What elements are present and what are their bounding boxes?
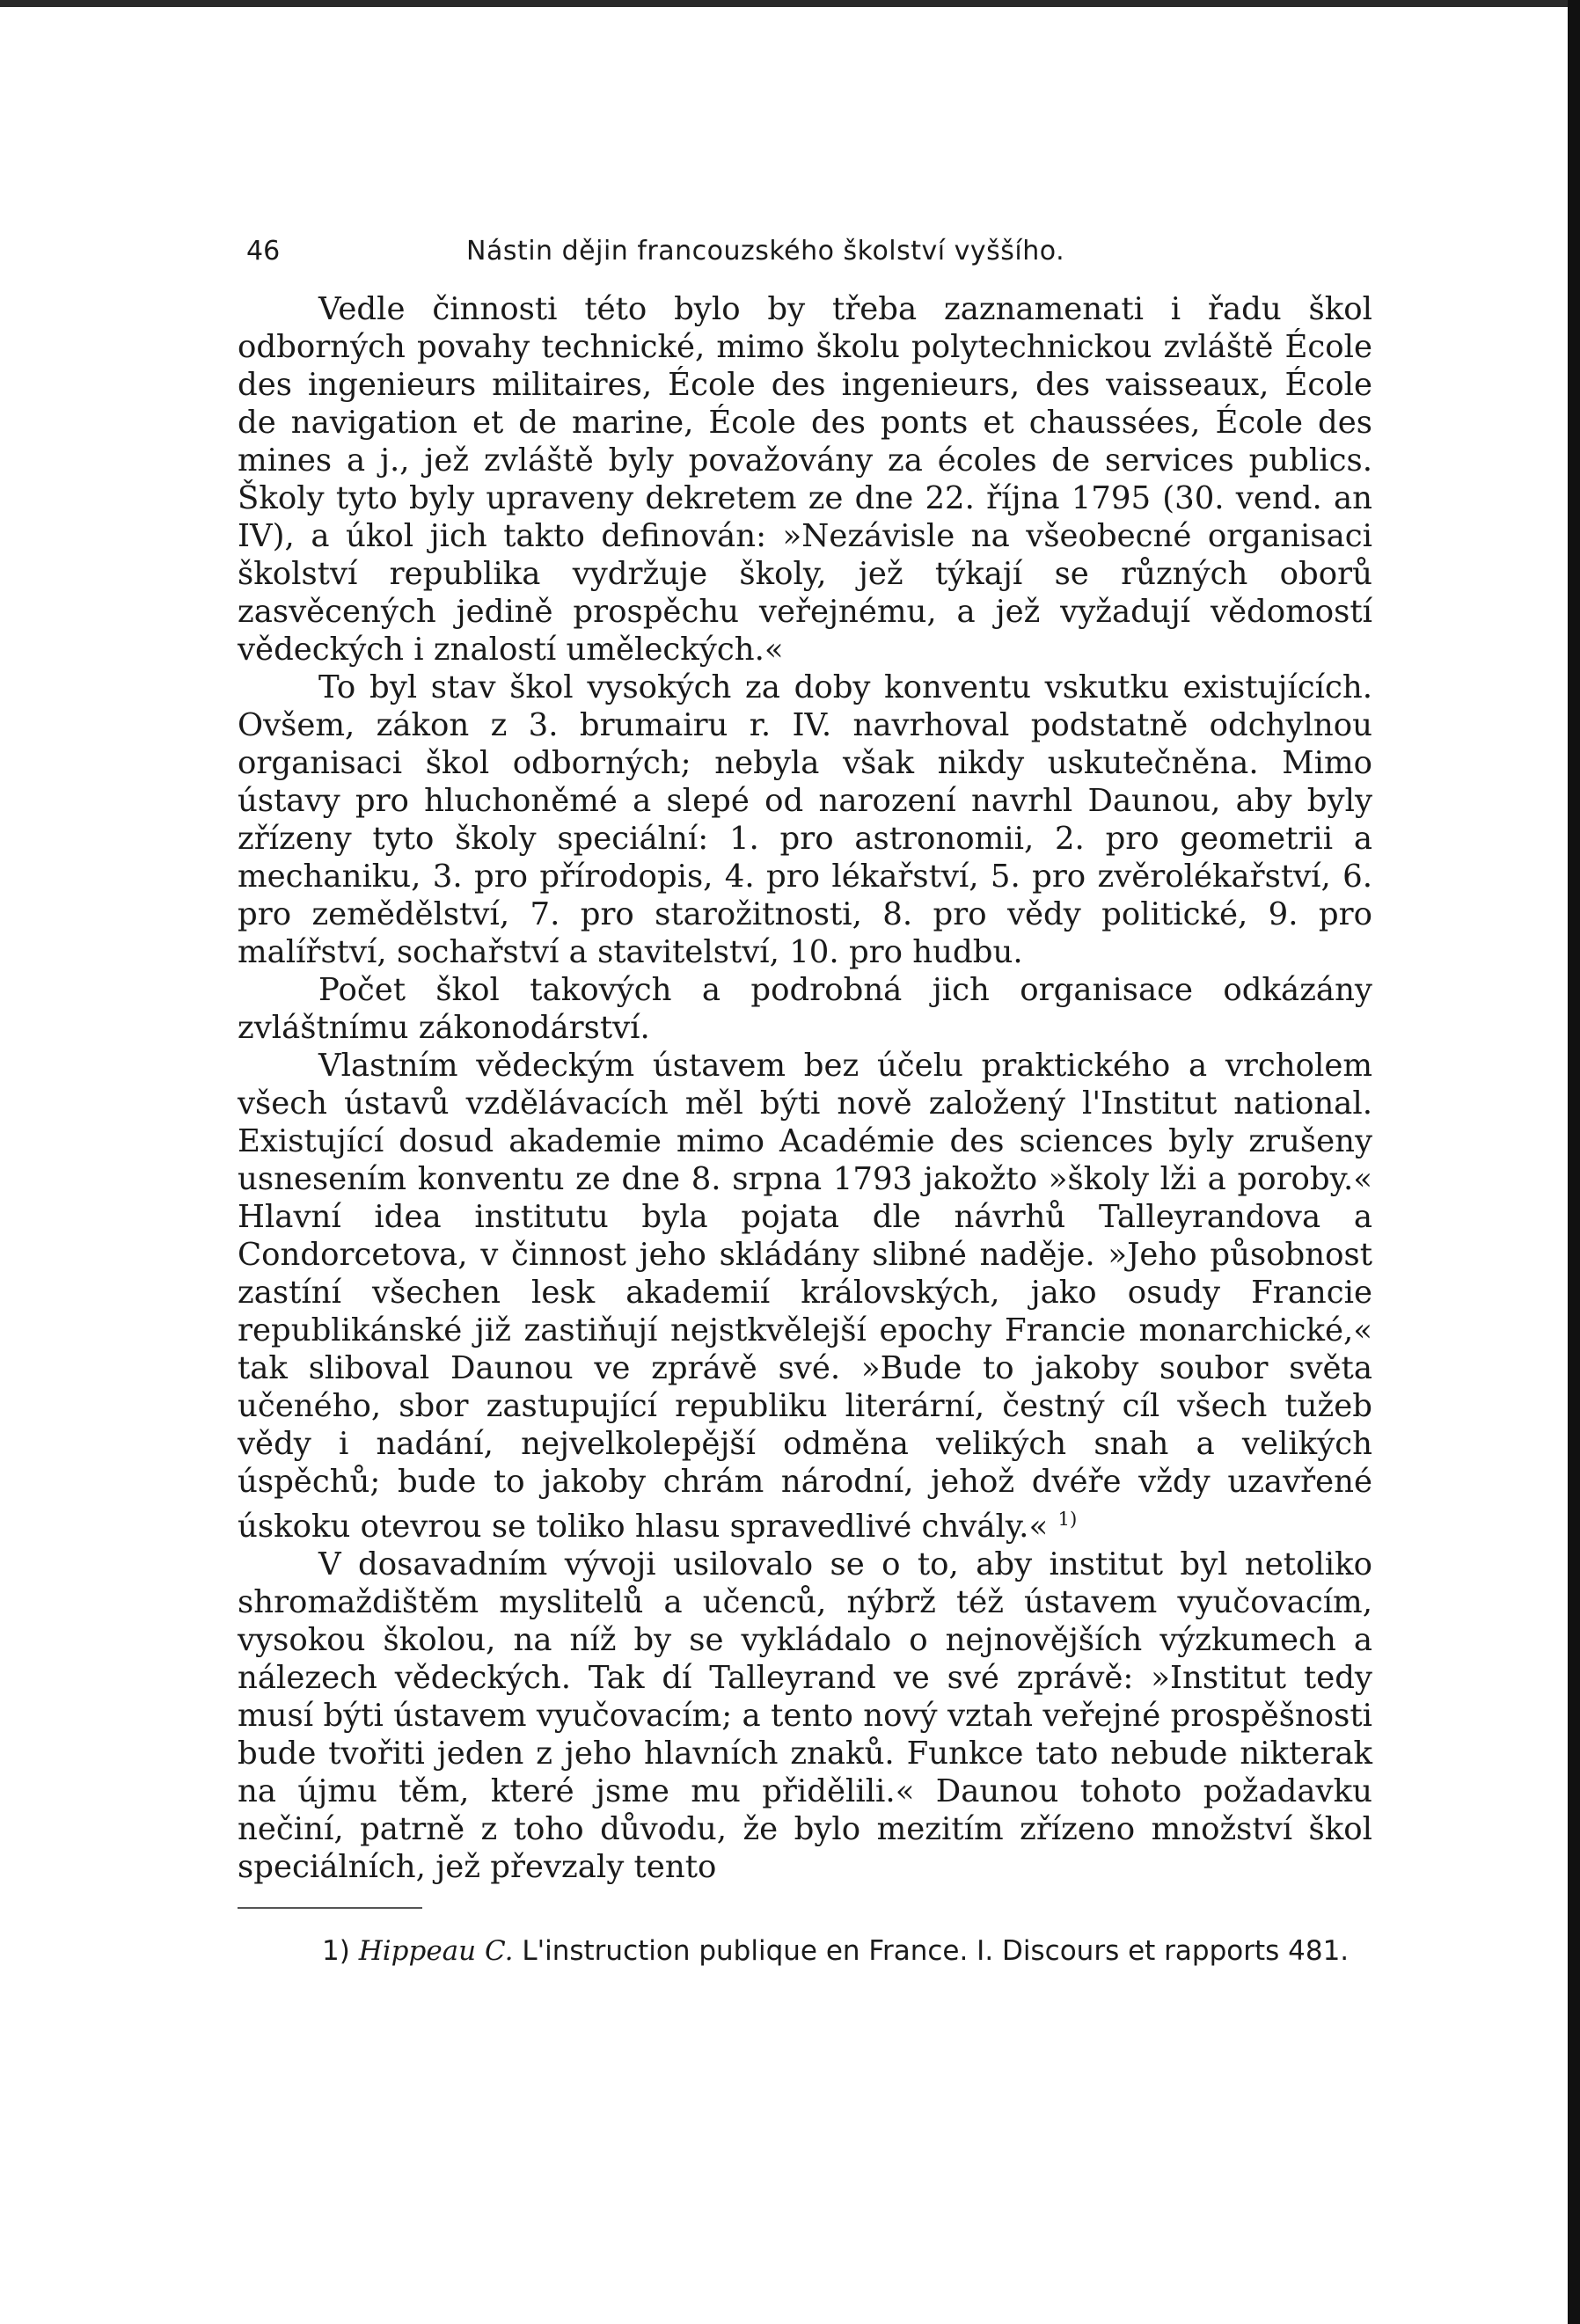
- footnote-text: L'instruction publique en France. I. Discours et rapports 481.: [522, 1934, 1350, 1967]
- paragraph-3: Počet škol takových a podrobná jich organisace odkázány zvláštnímu zákonodárství.: [238, 972, 1372, 1046]
- body-text: [238, 290, 1372, 1886]
- paragraph-4-text: Vlastním vědeckým ústavem bez účelu praktického a vrcholem všech ústavů vzdělávacích měl býti nově založený l'Institut national. Existující dosud akademie mimo Académie des sciences byly zrušeny usnesením konventu ze dne 8. srpna 1793 jakožto »školy lži a poroby.« Hlavní idea institutu byla pojata dle návrhů Talleyrandova a Condorcetova, v činnost jeho skládány slibné naděje. »Jeho působnost zastíní všechen lesk akademií královských, jako osudy Francie republikánské již zastiňují nejstkvělejší epochy Francie monarchické,« tak sliboval Daunou ve zprávě své. »Bude to jakoby soubor světa učeného, sbor zastupující republiku literární, čestný cíl všech tužeb vědy i nadání, nejvelkolepější odměna velikých snah a velikých úspěchů; bude to jakoby chrám národní, jehož dvéře vždy uzavřené úskoku otevrou se toliko hlasu spravedlivé chvály.«: [238, 1048, 1372, 1545]
- page-header: [238, 230, 1372, 271]
- footnote-reference: 1): [1057, 1509, 1078, 1531]
- paragraph-2: To byl stav škol vysokých za doby konventu vskutku existujících. Ovšem, zákon z 3. brumairu r. IV. navrhoval podstatně odchylnou organisaci škol odborných; nebyla však nikdy uskutečněna. Mimo ústavy pro hluchoněmé a slepé od narození navrhl Daunou, aby byly zřízeny tyto školy speciální: 1. pro astronomii, 2. pro geometrii a mechaniku, 3. pro přírodopis, 4. pro lékařství, 5. pro zvěrolékařství, 6. pro zemědělství, 7. pro starožitnosti, 8. pro vědy politické, 9. pro malířství, sochařství a stavitelství, 10. pro hudbu.: [238, 669, 1372, 970]
- paragraph-4: [238, 1047, 1372, 1546]
- page-number: 46: [246, 236, 281, 267]
- paragraph-5: V dosavadním vývoji usilovalo se o to, aby institut byl netoliko shromaždištěm myslitelů a učenců, nýbrž též ústavem vyučovacím, vysokou školou, na níž by se vykládalo o nejnovějších výzkumech a nálezech vědeckých. Tak dí Talleyrand ve své zprávě: »Institut tedy musí býti ústavem vyučovacím; a tento nový vztah veřejné prospěšnosti bude tvořiti jeden z jeho hlavních znaků. Funkce tato nebude nikterak na újmu těm, které jsme mu přidělili.« Daunou tohoto požadavku nečiní, patrně z toho důvodu, že bylo mezitím zřízeno množství škol speciálních, jež převzaly tento: [238, 1546, 1372, 1885]
- footnote: [238, 1935, 1372, 1967]
- paragraph-1: Vedle činnosti této bylo by třeba zaznamenati i řadu škol odborných povahy technické, mimo školu polytechnickou zvláště École des ingenieurs militaires, École des ingenieurs, des vaisseaux, École de navigation et de marine, École des ponts et chaussées, École des mines a j., jež zvláště byly považovány za écoles de services publics. Školy tyto byly upraveny dekretem ze dne 22. října 1795 (30. vend. an IV), a úkol jich takto definován: »Nezávisle na všeobecné organisaci školství republika vydržuje školy, jež týkají se různých oborů zasvěcených jedině prospěchu veřejnému, a jež vyžadují vědomostí vědeckých i znalostí uměleckých.«: [238, 291, 1372, 668]
- scan-top-edge: [0, 0, 1580, 7]
- footnote-marker: 1): [322, 1934, 350, 1967]
- footnote-divider: [238, 1907, 422, 1909]
- footnote-author: Hippeau C.: [358, 1934, 514, 1967]
- running-title: Nástin dějin francouzského školství vyššího.: [466, 236, 1065, 267]
- book-page: [238, 230, 1372, 1967]
- scan-right-edge: [1568, 0, 1580, 2324]
